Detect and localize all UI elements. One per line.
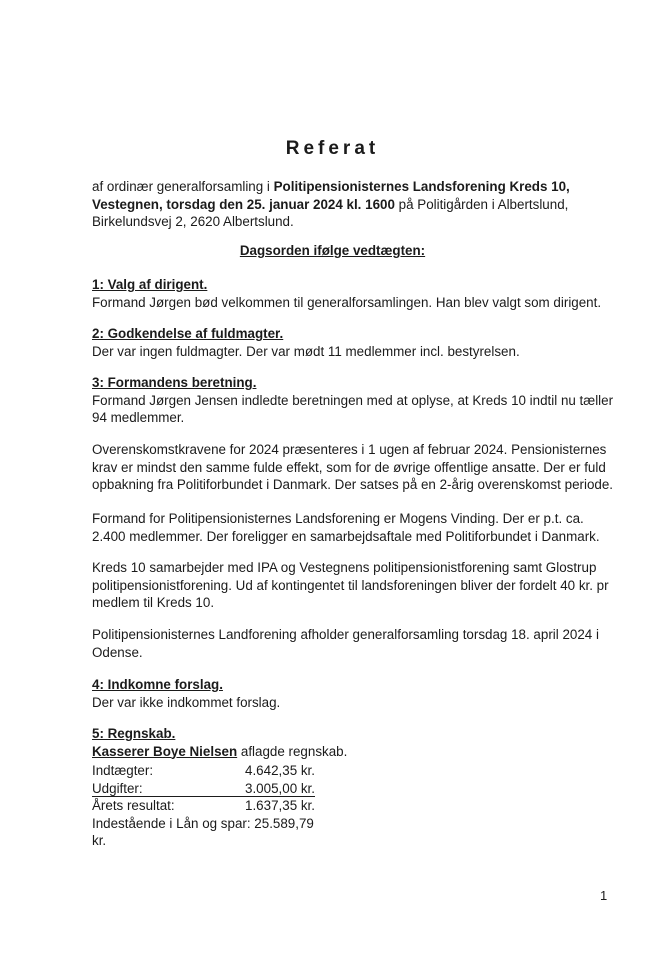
section-paragraph: Kreds 10 samarbejder med IPA og Vestegnens politipensionistforening samt Glostrup politipensionistforening. Ud af kontingentet til landsforeningen bliver der fordelt 40 kr. pr medlem til Kreds 10.: [92, 560, 609, 610]
treasurer-name: Kasserer Boye Nielsen: [92, 743, 238, 759]
finance-label: Indtægter:: [92, 763, 154, 778]
intro-text-pre: af ordinær generalforsamling i: [92, 179, 274, 194]
finance-value: 4.642,35 kr.: [245, 763, 315, 778]
finance-row-income: [92, 762, 315, 780]
section-paragraph: Politipensionisternes Landforening afholder generalforsamling torsdag 18. april 2024 i Odense.: [92, 627, 599, 660]
page-number: 1: [600, 888, 608, 903]
document-title: Referat: [285, 138, 380, 159]
finance-row-result: [92, 797, 315, 815]
section-heading: 5: Regnskab.: [92, 726, 176, 741]
finance-row-expenses: [92, 780, 315, 798]
section-3-paragraph-2: [92, 441, 617, 494]
section-5: [92, 725, 617, 760]
finance-label: Årets resultat:: [92, 798, 175, 813]
finance-label: Indestående i Lån og spar:: [92, 815, 255, 831]
finance-value: 1.637,35 kr.: [245, 798, 315, 813]
section-paragraph: Formand Jørgen bød velkommen til generalforsamlingen. Han blev valgt som dirigent.: [92, 294, 602, 310]
finance-label: Udgifter:: [92, 780, 143, 796]
section-3: [92, 374, 617, 427]
treasurer-line: [92, 743, 617, 761]
section-paragraph: Formand for Politipensionisternes Landsforening er Mogens Vinding. Der er p.t. ca. 2.400 medlemmer. Der foreligger en samarbejdsaftale med Politiforbundet i Danmark.: [92, 511, 600, 544]
section-paragraph: Overenskomstkravene for 2024 præsenteres i 1 ugen af februar 2024. Pensionisternes krav er mindst den samme fulde effekt, som for de øvrige offentlige ansatte. Der er fuld opbakning fra Politiforbundet i Danmark. Der satses på en 2-årig overenskomst periode.: [92, 442, 614, 492]
section-3-paragraph-5: [92, 626, 617, 661]
finance-value: 25.589,79 kr.: [92, 815, 314, 848]
section-3-paragraph-3: [92, 510, 617, 545]
finance-value: 3.005,00 kr.: [245, 780, 315, 796]
section-paragraph: Formand Jørgen Jensen indledte beretningen med at oplyse, at Kreds 10 indtil nu tæller 94 medlemmer.: [92, 392, 614, 425]
intro-paragraph: [92, 178, 612, 231]
finance-table: [92, 762, 315, 848]
section-heading: 2: Godkendelse af fuldmagter.: [92, 326, 284, 341]
section-4: [92, 676, 617, 711]
section-3-paragraph-4: [92, 559, 617, 612]
section-heading: 3: Formandens beretning.: [92, 375, 257, 390]
intro-text-bold: Politipensionisternes Landsforening Kreds 10, Vestegnen, torsdag den 25. januar 2024 kl. 1600: [92, 179, 570, 212]
section-heading: 1: Valg af dirigent.: [92, 277, 208, 292]
section-heading: 4: Indkomne forslag.: [92, 677, 223, 692]
section-2: [92, 325, 617, 360]
section-1: [92, 276, 617, 311]
intro-text-post: på Politigården i Albertslund, Birkelundsvej 2, 2620 Albertslund.: [92, 196, 569, 229]
finance-row-savings: [92, 815, 315, 848]
section-paragraph: Der var ingen fuldmagter. Der var mødt 11 medlemmer incl. bestyrelsen.: [92, 343, 520, 359]
treasurer-rest: aflagde regnskab.: [237, 743, 348, 759]
section-paragraph: Der var ikke indkommet forslag.: [92, 694, 281, 710]
agenda-heading: Dagsorden ifølge vedtægten:: [239, 243, 426, 258]
